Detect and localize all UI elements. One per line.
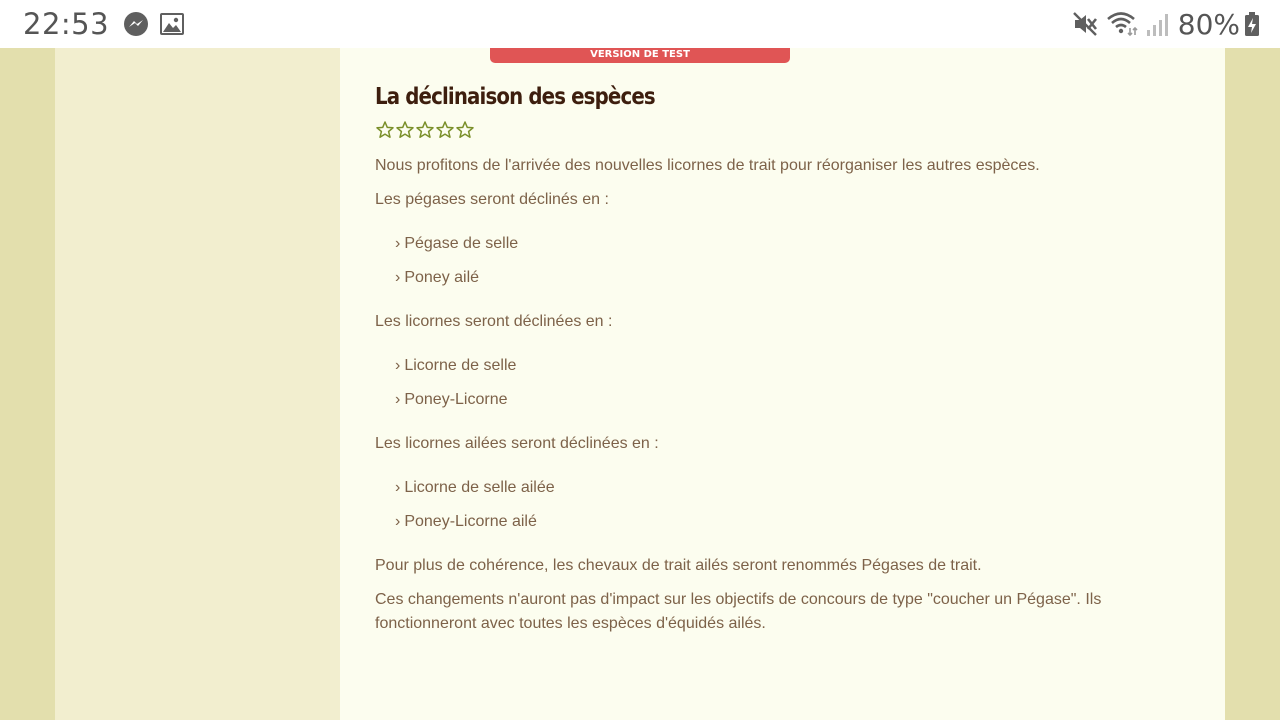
list-item: › Poney ailé — [395, 269, 480, 286]
star-icon[interactable] — [435, 120, 455, 140]
status-bar — [0, 0, 1280, 48]
star-icon[interactable] — [395, 120, 415, 140]
gallery-icon — [159, 12, 185, 36]
chevron-right-icon: › — [395, 269, 401, 286]
star-icon[interactable] — [455, 120, 475, 140]
news-article — [375, 84, 1195, 636]
list-pegases — [375, 232, 1195, 290]
article-intro: Nous profitons de l'arrivée des nouvelles licornes de trait pour réorganiser les autres espèces. — [375, 157, 1040, 174]
list-item: › Poney-Licorne — [395, 391, 508, 408]
mute-icon — [1072, 11, 1098, 37]
signal-icon — [1146, 11, 1170, 37]
list-item: › Pégase de selle — [395, 235, 519, 252]
sidebar — [55, 48, 340, 720]
battery-level: 80% — [1177, 7, 1240, 41]
chevron-right-icon: › — [395, 235, 401, 252]
section-heading-licornes: Les licornes seront déclinées en : — [375, 313, 613, 330]
list-licornes-ailees — [375, 476, 1195, 534]
article-outro-1: Pour plus de cohérence, les chevaux de trait ailés seront renommés Pégases de trait. — [375, 557, 982, 574]
main-content — [340, 48, 1225, 720]
chevron-right-icon: › — [395, 513, 401, 530]
list-licornes — [375, 354, 1195, 412]
star-icon[interactable] — [375, 120, 395, 140]
clock: 22:53 — [23, 7, 110, 41]
list-item: › Licorne de selle ailée — [395, 479, 555, 496]
article-title: La déclinaison des espèces — [375, 84, 655, 110]
left-margin — [0, 48, 55, 720]
right-margin — [1225, 48, 1280, 720]
wifi-icon — [1106, 11, 1138, 37]
section-heading-pegases: Les pégases seront déclinés en : — [375, 191, 609, 208]
chevron-right-icon: › — [395, 479, 401, 496]
chevron-right-icon: › — [395, 391, 401, 408]
test-version-badge: VERSION DE TEST — [490, 48, 790, 63]
article-outro-2: Ces changements n'auront pas d'impact sur les objectifs de concours de type "coucher un Pégase". Ils fonctionneront avec toutes les espèces d'équidés ailés. — [375, 591, 1102, 632]
chevron-right-icon: › — [395, 357, 401, 374]
battery-charging-icon — [1244, 11, 1260, 37]
rating-stars — [375, 120, 1195, 144]
star-icon[interactable] — [415, 120, 435, 140]
section-heading-licornes-ailees: Les licornes ailées seront déclinées en : — [375, 435, 659, 452]
messenger-icon — [123, 11, 149, 37]
list-item: › Poney-Licorne ailé — [395, 513, 537, 530]
list-item: › Licorne de selle — [395, 357, 517, 374]
